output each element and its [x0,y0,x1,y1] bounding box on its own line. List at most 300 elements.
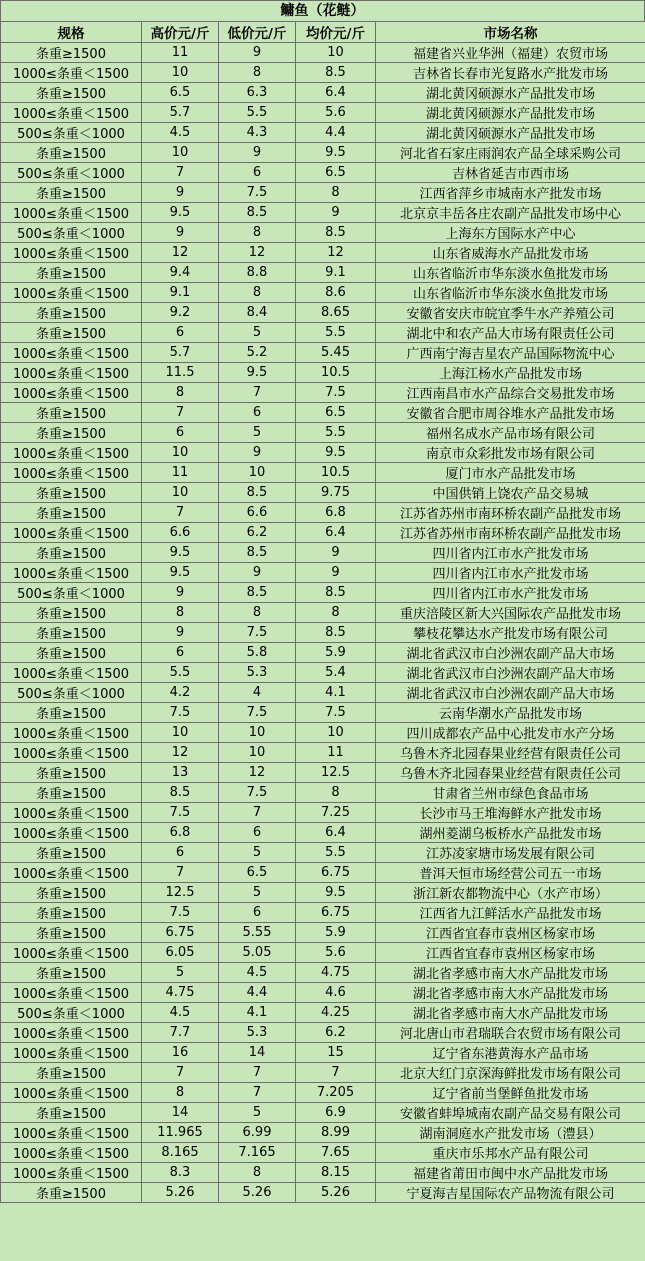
cell-avg-price: 8 [296,783,376,803]
header-high-price: 高价元/斤 [142,22,219,43]
cell-market-name: 安徽省安庆市皖宜季牛水产养殖公司 [376,303,645,323]
table-row [1,363,645,383]
table-row [1,1043,645,1063]
table-row [1,1103,645,1123]
cell-high-price: 10 [142,443,219,463]
cell-avg-price: 9 [296,203,376,223]
cell-market-name: 河北省石家庄雨润农产品全球采购公司 [376,143,645,163]
cell-low-price: 5.2 [219,343,296,363]
table-row [1,763,645,783]
cell-low-price: 5 [219,323,296,343]
cell-market-name: 湖北省武汉市白沙洲农副产品大市场 [376,663,645,683]
cell-low-price: 4.1 [219,1003,296,1023]
cell-low-price: 8.4 [219,303,296,323]
cell-spec: 1000≤条重＜1500 [1,743,142,763]
cell-avg-price: 15 [296,1043,376,1063]
cell-market-name: 湖北省孝感市南大水产品批发市场 [376,1003,645,1023]
cell-spec: 1000≤条重＜1500 [1,63,142,83]
cell-market-name: 重庆市乐邦水产品有限公司 [376,1143,645,1163]
table-row [1,143,645,163]
cell-avg-price: 12 [296,243,376,263]
cell-spec: 1000≤条重＜1500 [1,863,142,883]
cell-spec: 1000≤条重＜1500 [1,523,142,543]
cell-market-name: 上海江杨水产品批发市场 [376,363,645,383]
cell-low-price: 5.3 [219,663,296,683]
cell-high-price: 16 [142,1043,219,1063]
cell-high-price: 6 [142,323,219,343]
cell-high-price: 11 [142,43,219,63]
cell-market-name: 湖北省孝感市南大水产品批发市场 [376,963,645,983]
cell-market-name: 河北唐山市君瑞联合农贸市场有限公司 [376,1023,645,1043]
cell-avg-price: 6.5 [296,403,376,423]
cell-avg-price: 5.26 [296,1183,376,1203]
cell-market-name: 安徽省合肥市周谷堆水产品批发市场 [376,403,645,423]
cell-avg-price: 6.2 [296,1023,376,1043]
cell-high-price: 9 [142,583,219,603]
table-row [1,743,645,763]
cell-spec: 条重≥1500 [1,263,142,283]
cell-market-name: 山东省威海水产品批发市场 [376,243,645,263]
cell-spec: 条重≥1500 [1,423,142,443]
cell-high-price: 4.75 [142,983,219,1003]
cell-avg-price: 9.1 [296,263,376,283]
cell-spec: 条重≥1500 [1,323,142,343]
table-row [1,723,645,743]
cell-market-name: 四川成都农产品中心批发市水产分场 [376,723,645,743]
table-row [1,63,645,83]
cell-market-name: 攀枝花攀达水产批发市场有限公司 [376,623,645,643]
cell-spec: 500≤条重＜1000 [1,163,142,183]
cell-avg-price: 6.8 [296,503,376,523]
cell-spec: 1000≤条重＜1500 [1,383,142,403]
cell-avg-price: 6.4 [296,83,376,103]
table-row [1,783,645,803]
cell-low-price: 8.5 [219,483,296,503]
cell-high-price: 9.2 [142,303,219,323]
cell-avg-price: 5.5 [296,423,376,443]
cell-market-name: 四川省内江市水产批发市场 [376,563,645,583]
table-row [1,983,645,1003]
header-spec: 规格 [1,22,142,43]
cell-high-price: 11 [142,463,219,483]
cell-high-price: 6.5 [142,83,219,103]
cell-high-price: 5.26 [142,1183,219,1203]
cell-low-price: 4 [219,683,296,703]
cell-spec: 500≤条重＜1000 [1,123,142,143]
table-row [1,403,645,423]
cell-low-price: 5.55 [219,923,296,943]
cell-low-price: 8 [219,223,296,243]
table-row [1,563,645,583]
table-body [1,43,645,1203]
cell-high-price: 4.5 [142,123,219,143]
cell-high-price: 4.5 [142,1003,219,1023]
table-row [1,703,645,723]
cell-spec: 条重≥1500 [1,643,142,663]
cell-market-name: 湖南洞庭水产批发市场（澧县） [376,1123,645,1143]
cell-market-name: 安徽省蚌埠城南农副产品交易有限公司 [376,1103,645,1123]
cell-spec: 条重≥1500 [1,623,142,643]
table-row [1,343,645,363]
cell-low-price: 7 [219,383,296,403]
cell-high-price: 9.1 [142,283,219,303]
cell-spec: 条重≥1500 [1,883,142,903]
cell-high-price: 7.5 [142,703,219,723]
cell-spec: 1000≤条重＜1500 [1,1043,142,1063]
table-row [1,123,645,143]
cell-spec: 1000≤条重＜1500 [1,443,142,463]
cell-market-name: 乌鲁木齐北园春果业经营有限责任公司 [376,743,645,763]
cell-avg-price: 12.5 [296,763,376,783]
cell-avg-price: 6.5 [296,163,376,183]
cell-avg-price: 7.65 [296,1143,376,1163]
table-row [1,183,645,203]
cell-spec: 1000≤条重＜1500 [1,103,142,123]
cell-market-name: 江苏省苏州市南环桥农副产品批发市场 [376,523,645,543]
cell-avg-price: 5.45 [296,343,376,363]
cell-low-price: 10 [219,463,296,483]
cell-spec: 1000≤条重＜1500 [1,1163,142,1183]
cell-high-price: 11.965 [142,1123,219,1143]
cell-spec: 条重≥1500 [1,963,142,983]
cell-low-price: 5.05 [219,943,296,963]
cell-avg-price: 4.25 [296,1003,376,1023]
cell-low-price: 14 [219,1043,296,1063]
cell-spec: 1000≤条重＜1500 [1,663,142,683]
cell-market-name: 湖北省孝感市南大水产品批发市场 [376,983,645,1003]
table-row [1,963,645,983]
cell-high-price: 8 [142,383,219,403]
cell-low-price: 12 [219,243,296,263]
cell-spec: 1000≤条重＜1500 [1,563,142,583]
cell-avg-price: 8 [296,603,376,623]
cell-market-name: 江西省九江鲜活水产品批发市场 [376,903,645,923]
table-row [1,223,645,243]
cell-market-name: 普洱天恒市场经营公司五一市场 [376,863,645,883]
table-row [1,623,645,643]
table-row [1,663,645,683]
cell-spec: 1000≤条重＜1500 [1,203,142,223]
cell-market-name: 辽宁省东港黄海水产品市场 [376,1043,645,1063]
cell-market-name: 北京京丰岳各庄农副产品批发市场中心 [376,203,645,223]
cell-avg-price: 8.5 [296,623,376,643]
cell-low-price: 8 [219,1163,296,1183]
cell-market-name: 四川省内江市水产批发市场 [376,543,645,563]
cell-market-name: 江西省宜春市袁州区杨家市场 [376,923,645,943]
cell-low-price: 6.2 [219,523,296,543]
cell-high-price: 4.2 [142,683,219,703]
cell-market-name: 南京市众彩批发市场有限公司 [376,443,645,463]
table-row [1,523,645,543]
table-row [1,323,645,343]
cell-high-price: 9 [142,223,219,243]
cell-low-price: 7.5 [219,783,296,803]
cell-low-price: 12 [219,763,296,783]
cell-avg-price: 8.6 [296,283,376,303]
cell-avg-price: 11 [296,743,376,763]
cell-avg-price: 5.5 [296,843,376,863]
cell-spec: 条重≥1500 [1,763,142,783]
table-row [1,383,645,403]
cell-high-price: 5.7 [142,343,219,363]
cell-avg-price: 10 [296,43,376,63]
table-row [1,903,645,923]
cell-low-price: 9 [219,43,296,63]
table-row [1,803,645,823]
cell-market-name: 湖北黄冈硕源水产品批发市场 [376,103,645,123]
cell-high-price: 14 [142,1103,219,1123]
table-row [1,843,645,863]
table-row [1,603,645,623]
cell-high-price: 6 [142,423,219,443]
table-row [1,863,645,883]
cell-avg-price: 5.9 [296,643,376,663]
cell-market-name: 四川省内江市水产批发市场 [376,583,645,603]
cell-high-price: 8.165 [142,1143,219,1163]
cell-avg-price: 8.5 [296,583,376,603]
cell-avg-price: 5.9 [296,923,376,943]
cell-market-name: 甘肃省兰州市绿色食品市场 [376,783,645,803]
cell-avg-price: 10 [296,723,376,743]
cell-low-price: 9 [219,563,296,583]
cell-low-price: 5 [219,1103,296,1123]
cell-avg-price: 4.4 [296,123,376,143]
table-row [1,923,645,943]
cell-avg-price: 9.5 [296,883,376,903]
cell-market-name: 江西南昌市水产品综合交易批发市场 [376,383,645,403]
table-row [1,1163,645,1183]
cell-market-name: 山东省临沂市华东淡水鱼批发市场 [376,283,645,303]
cell-market-name: 江西省宜春市袁州区杨家市场 [376,943,645,963]
cell-avg-price: 7.205 [296,1083,376,1103]
table-row [1,483,645,503]
cell-market-name: 长沙市马王堆海鲜水产批发市场 [376,803,645,823]
cell-high-price: 8 [142,603,219,623]
cell-low-price: 4.3 [219,123,296,143]
cell-spec: 条重≥1500 [1,543,142,563]
cell-market-name: 山东省临沂市华东淡水鱼批发市场 [376,263,645,283]
cell-high-price: 12 [142,743,219,763]
table-row [1,543,645,563]
cell-market-name: 福建省兴业华洲（福建）农贸市场 [376,43,645,63]
cell-spec: 1000≤条重＜1500 [1,1023,142,1043]
cell-low-price: 4.5 [219,963,296,983]
cell-spec: 条重≥1500 [1,183,142,203]
cell-low-price: 7 [219,1063,296,1083]
cell-avg-price: 7.5 [296,703,376,723]
cell-high-price: 6 [142,643,219,663]
cell-avg-price: 7 [296,1063,376,1083]
cell-market-name: 吉林省长春市光复路水产批发市场 [376,63,645,83]
cell-avg-price: 8.99 [296,1123,376,1143]
cell-avg-price: 9 [296,563,376,583]
cell-avg-price: 8.5 [296,63,376,83]
cell-spec: 1000≤条重＜1500 [1,1123,142,1143]
cell-spec: 1000≤条重＜1500 [1,823,142,843]
cell-avg-price: 9.5 [296,143,376,163]
cell-spec: 条重≥1500 [1,923,142,943]
cell-spec: 条重≥1500 [1,483,142,503]
cell-spec: 条重≥1500 [1,403,142,423]
cell-high-price: 8 [142,1083,219,1103]
table-row [1,463,645,483]
cell-avg-price: 6.9 [296,1103,376,1123]
cell-avg-price: 4.75 [296,963,376,983]
cell-market-name: 辽宁省前当堡鲜鱼批发市场 [376,1083,645,1103]
cell-market-name: 云南华潮水产品批发市场 [376,703,645,723]
cell-low-price: 8.5 [219,583,296,603]
cell-avg-price: 4.6 [296,983,376,1003]
cell-low-price: 7 [219,1083,296,1103]
cell-market-name: 湖北黄冈硕源水产品批发市场 [376,83,645,103]
table-row [1,103,645,123]
cell-spec: 条重≥1500 [1,603,142,623]
cell-low-price: 6.99 [219,1123,296,1143]
table-row [1,1003,645,1023]
cell-spec: 500≤条重＜1000 [1,683,142,703]
cell-low-price: 5.3 [219,1023,296,1043]
cell-low-price: 8 [219,283,296,303]
cell-spec: 1000≤条重＜1500 [1,723,142,743]
cell-low-price: 8.5 [219,543,296,563]
table-row [1,303,645,323]
cell-spec: 条重≥1500 [1,503,142,523]
cell-high-price: 10 [142,483,219,503]
table-row [1,443,645,463]
cell-low-price: 6.5 [219,863,296,883]
cell-market-name: 广西南宁海吉星农产品国际物流中心 [376,343,645,363]
cell-avg-price: 9.75 [296,483,376,503]
cell-low-price: 5 [219,883,296,903]
cell-market-name: 重庆涪陵区新大兴国际农产品批发市场 [376,603,645,623]
table-row [1,1183,645,1203]
cell-avg-price: 4.1 [296,683,376,703]
cell-low-price: 10 [219,723,296,743]
cell-low-price: 7.5 [219,183,296,203]
cell-market-name: 上海东方国际水产中心 [376,223,645,243]
cell-spec: 500≤条重＜1000 [1,583,142,603]
cell-spec: 条重≥1500 [1,83,142,103]
cell-high-price: 6.75 [142,923,219,943]
cell-avg-price: 5.4 [296,663,376,683]
cell-market-name: 浙江新农都物流中心（水产市场） [376,883,645,903]
cell-high-price: 12 [142,243,219,263]
cell-high-price: 7 [142,163,219,183]
cell-high-price: 5 [142,963,219,983]
cell-spec: 条重≥1500 [1,1103,142,1123]
cell-avg-price: 8.65 [296,303,376,323]
cell-high-price: 6.05 [142,943,219,963]
cell-high-price: 5.7 [142,103,219,123]
cell-low-price: 6 [219,163,296,183]
cell-low-price: 5 [219,843,296,863]
table-row [1,1063,645,1083]
cell-avg-price: 10.5 [296,463,376,483]
cell-spec: 条重≥1500 [1,903,142,923]
cell-spec: 1000≤条重＜1500 [1,363,142,383]
cell-low-price: 6.3 [219,83,296,103]
cell-high-price: 7.5 [142,803,219,823]
cell-low-price: 7 [219,803,296,823]
cell-high-price: 7.7 [142,1023,219,1043]
cell-low-price: 9 [219,443,296,463]
cell-low-price: 8.8 [219,263,296,283]
cell-low-price: 8 [219,603,296,623]
cell-high-price: 9.5 [142,203,219,223]
cell-low-price: 4.4 [219,983,296,1003]
cell-spec: 1000≤条重＜1500 [1,343,142,363]
table-row [1,43,645,63]
cell-spec: 1000≤条重＜1500 [1,943,142,963]
cell-high-price: 8.3 [142,1163,219,1183]
cell-high-price: 7 [142,403,219,423]
cell-high-price: 9.5 [142,543,219,563]
cell-spec: 1000≤条重＜1500 [1,243,142,263]
cell-avg-price: 6.4 [296,823,376,843]
cell-low-price: 5.26 [219,1183,296,1203]
cell-high-price: 6.6 [142,523,219,543]
table-row [1,83,645,103]
cell-low-price: 9 [219,143,296,163]
table-row [1,883,645,903]
cell-market-name: 北京大红门京深海鲜批发市场有限公司 [376,1063,645,1083]
table-row [1,583,645,603]
cell-avg-price: 5.6 [296,943,376,963]
cell-market-name: 福建省莆田市闽中水产品批发市场 [376,1163,645,1183]
table-row [1,1023,645,1043]
table-row [1,1143,645,1163]
cell-market-name: 吉林省延吉市西市场 [376,163,645,183]
cell-spec: 500≤条重＜1000 [1,223,142,243]
table-row [1,203,645,223]
cell-market-name: 江苏凌家塘市场发展有限公司 [376,843,645,863]
cell-spec: 500≤条重＜1000 [1,1003,142,1023]
cell-market-name: 湖北省武汉市白沙洲农副产品大市场 [376,683,645,703]
cell-market-name: 江苏省苏州市南环桥农副产品批发市场 [376,503,645,523]
cell-spec: 1000≤条重＜1500 [1,283,142,303]
table-row [1,283,645,303]
cell-high-price: 7 [142,503,219,523]
cell-market-name: 厦门市水产品批发市场 [376,463,645,483]
table-row [1,1083,645,1103]
table-row [1,243,645,263]
cell-high-price: 9.4 [142,263,219,283]
cell-high-price: 10 [142,723,219,743]
cell-spec: 1000≤条重＜1500 [1,983,142,1003]
price-table [0,21,645,1203]
cell-market-name: 江西省萍乡市城南水产批发市场 [376,183,645,203]
cell-high-price: 6.8 [142,823,219,843]
cell-low-price: 5.8 [219,643,296,663]
cell-low-price: 9.5 [219,363,296,383]
cell-low-price: 5 [219,423,296,443]
cell-avg-price: 5.5 [296,323,376,343]
cell-spec: 条重≥1500 [1,43,142,63]
cell-spec: 条重≥1500 [1,1063,142,1083]
header-market-name: 市场名称 [376,22,645,43]
cell-avg-price: 6.75 [296,903,376,923]
cell-low-price: 10 [219,743,296,763]
table-row [1,643,645,663]
cell-high-price: 9 [142,623,219,643]
cell-market-name: 中国供销上饶农产品交易城 [376,483,645,503]
cell-high-price: 9 [142,183,219,203]
sheet-title: 鳙鱼（花鲢） [0,0,645,21]
table-row [1,943,645,963]
cell-market-name: 湖北中和农产品大市场有限责任公司 [376,323,645,343]
cell-market-name: 湖北省武汉市白沙洲农副产品大市场 [376,643,645,663]
cell-low-price: 5.5 [219,103,296,123]
